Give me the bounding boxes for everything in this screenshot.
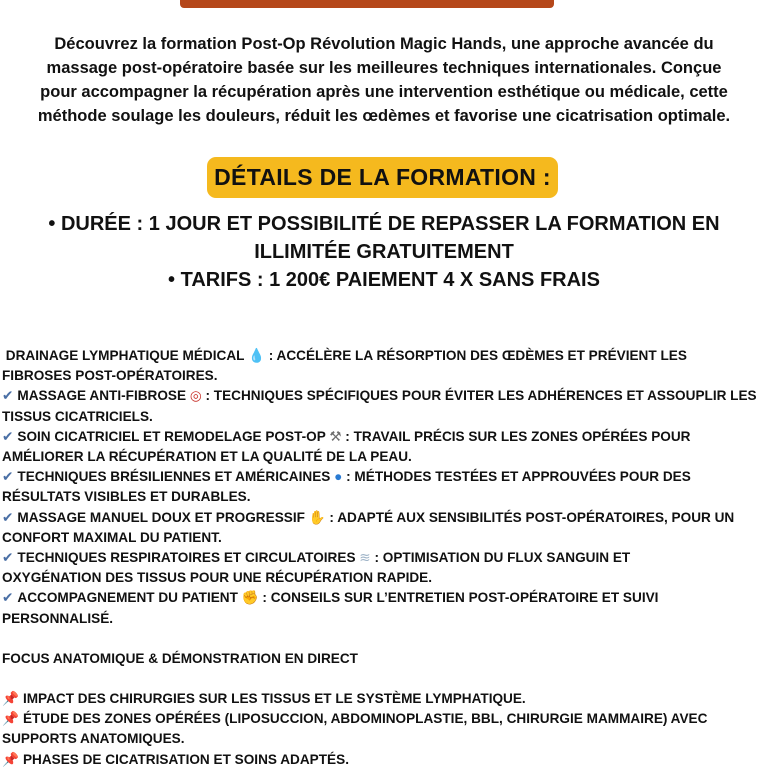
check-icon: ✔: [2, 590, 14, 606]
intro-line: pour accompagner la récupération après une intervention esthétique ou médicale, cette: [40, 83, 728, 101]
technique-desc: : ACCÉLÈRE LA RÉSORPTION DES ŒDÈMES ET PRÉVIENT LES: [268, 348, 687, 363]
spacer: [2, 669, 766, 689]
focus-item: [2, 689, 766, 709]
wind-icon: ≋: [359, 550, 371, 566]
technique-desc: : CONSEILS SUR L’ENTRETIEN POST-OPÉRATOIRE ET SUIVI: [262, 590, 659, 606]
techniques-list: [2, 346, 766, 770]
duration-line: • DURÉE : 1 JOUR ET POSSIBILITÉ DE REPASSER LA FORMATION EN: [48, 213, 720, 235]
details-block: [0, 210, 768, 294]
focus-item-text: ÉTUDE DES ZONES OPÉRÉES (LIPOSUCCION, ABDOMINOPLASTIE, BBL, CHIRURGIE MAMMAIRE) AVEC: [22, 711, 708, 727]
pushpin-icon: 📌: [2, 711, 19, 727]
top-accent-bar: [180, 0, 554, 8]
focus-item-text: IMPACT DES CHIRURGIES SUR LES TISSUS ET LE SYSTÈME LYMPHATIQUE.: [22, 691, 526, 707]
list-item-cont: CONFORT MAXIMAL DU PATIENT.: [2, 529, 222, 545]
focus-item-text: PHASES DE CICATRISATION ET SOINS ADAPTÉS.: [22, 751, 349, 767]
technique-name: MASSAGE MANUEL DOUX ET PROGRESSIF: [17, 509, 305, 525]
check-icon: ✔: [2, 428, 14, 444]
technique-name: DRAINAGE LYMPHATIQUE MÉDICAL: [5, 348, 245, 363]
technique-name: ACCOMPAGNEMENT DU PATIENT: [17, 590, 238, 606]
list-item: [2, 427, 766, 447]
intro-paragraph: [0, 32, 768, 128]
technique-name: MASSAGE ANTI-FIBROSE: [17, 388, 187, 404]
handshake-icon: ✊: [241, 590, 259, 606]
intro-line: Découvrez la formation Post-Op Révolution Magic Hands, une approche avancée du: [54, 35, 714, 53]
check-icon: ✔: [2, 388, 14, 404]
pushpin-icon: 📌: [2, 751, 19, 767]
check-icon: ✔: [2, 469, 14, 485]
list-item: [2, 588, 766, 608]
list-item-cont: AMÉLIORER LA RÉCUPÉRATION ET LA QUALITÉ DE LA PEAU.: [2, 449, 412, 465]
technique-desc: : MÉTHODES TESTÉES ET APPROUVÉES POUR DES: [346, 469, 691, 485]
focus-item: [2, 750, 766, 770]
list-item-cont: FIBROSES POST-OPÉRATOIRES.: [2, 368, 218, 384]
technique-desc: : ADAPTÉ AUX SENSIBILITÉS POST-OPÉRATOIRES, POUR UN: [329, 509, 735, 525]
details-heading-badge: DÉTAILS DE LA FORMATION :: [207, 157, 558, 198]
check-icon: ✔: [2, 550, 14, 566]
technique-desc: : TRAVAIL PRÉCIS SUR LES ZONES OPÉRÉES POUR: [345, 428, 691, 444]
hand-icon: ✋: [308, 509, 326, 525]
list-item: [2, 386, 766, 406]
technique-name: TECHNIQUES BRÉSILIENNES ET AMÉRICAINES: [17, 469, 331, 485]
technique-desc: : TECHNIQUES SPÉCIFIQUES POUR ÉVITER LES ADHÉRENCES ET ASSOUPLIR LES: [205, 388, 757, 404]
list-item-cont: RÉSULTATS VISIBLES ET DURABLES.: [2, 489, 251, 505]
spacer: [2, 629, 766, 649]
target-icon: ◎: [189, 388, 202, 404]
pushpin-icon: 📌: [2, 691, 19, 707]
list-item-cont: OXYGÉNATION DES TISSUS POUR UNE RÉCUPÉRATION RAPIDE.: [2, 570, 433, 586]
intro-line: méthode soulage les douleurs, réduit les œdèmes et favorise une cicatrisation optimale.: [37, 107, 731, 125]
list-item: [2, 346, 766, 366]
focus-heading: FOCUS ANATOMIQUE & DÉMONSTRATION EN DIRECT: [2, 650, 358, 666]
list-item-cont: PERSONNALISÉ.: [2, 610, 114, 626]
focus-item-cont: SUPPORTS ANATOMIQUES.: [2, 731, 185, 747]
focus-item: [2, 709, 766, 729]
list-item: [2, 548, 766, 568]
list-item: [2, 508, 766, 528]
pricing-line: • TARIFS : 1 200€ PAIEMENT 4 X SANS FRAIS: [168, 269, 600, 291]
technique-name: SOIN CICATRICIEL ET REMODELAGE POST-OP: [17, 428, 326, 444]
check-icon: ✔: [2, 509, 14, 525]
list-item: [2, 467, 766, 487]
technique-desc: : OPTIMISATION DU FLUX SANGUIN ET: [374, 550, 631, 566]
list-item-cont: TISSUS CICATRICIELS.: [2, 408, 153, 424]
technique-name: TECHNIQUES RESPIRATOIRES ET CIRCULATOIRES: [17, 550, 356, 566]
blood-drop-icon: 💧: [247, 348, 265, 363]
tools-icon: ⚒: [329, 428, 342, 444]
duration-line-cont: ILLIMITÉE GRATUITEMENT: [254, 241, 514, 263]
globe-icon: ●: [334, 469, 343, 485]
intro-line: massage post-opératoire basée sur les meilleures techniques internationales. Conçue: [46, 59, 722, 77]
